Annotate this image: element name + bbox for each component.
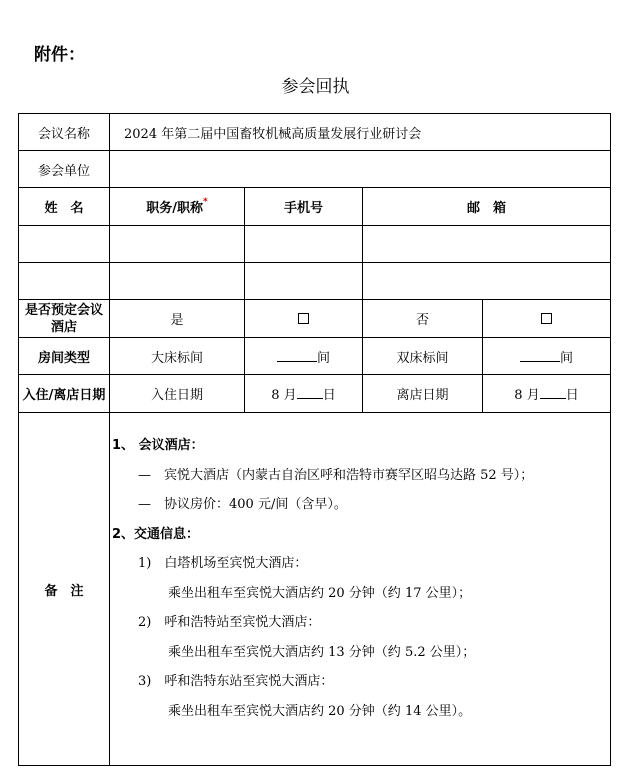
position-input-cell[interactable] bbox=[110, 226, 245, 263]
hotel-price-line: — 协议房价：400 元/间（含早）。 bbox=[138, 497, 347, 512]
room-type-label: 房间类型 bbox=[19, 338, 110, 375]
meeting-name-label: 会议名称 bbox=[19, 114, 110, 151]
month-label: 8 月 bbox=[514, 388, 540, 403]
position-input-cell[interactable] bbox=[110, 263, 245, 300]
check-in-label: 入住日期 bbox=[110, 375, 245, 413]
position-column-header: 职务/职称* bbox=[110, 188, 245, 226]
email-input-cell[interactable] bbox=[363, 263, 611, 300]
hotel-yes-checkbox[interactable] bbox=[298, 313, 309, 324]
remarks-content bbox=[110, 413, 611, 766]
route-2-detail: 乘坐出租车至宾悦大酒店约 13 分钟（约 5.2 公里）； bbox=[168, 644, 476, 660]
hotel-booking-label: 是否预定会议酒店 bbox=[19, 300, 110, 338]
check-in-date-cell[interactable] bbox=[245, 375, 363, 413]
twin-bed-count-cell[interactable] bbox=[483, 338, 611, 375]
hotel-name-line: — 宾悦大酒店（内蒙古自治区呼和浩特市赛罕区昭乌达路 52 号）； bbox=[138, 467, 534, 483]
room-unit-label: 间 bbox=[560, 350, 574, 366]
page-title: 参会回执 bbox=[281, 77, 350, 97]
hotel-no-checkbox[interactable] bbox=[541, 313, 552, 324]
phone-input-cell[interactable] bbox=[245, 226, 363, 263]
dates-label: 入住/离店日期 bbox=[19, 375, 110, 413]
attachment-label: 附件： bbox=[34, 45, 85, 65]
email-input-cell[interactable] bbox=[363, 226, 611, 263]
required-mark: * bbox=[203, 197, 208, 207]
name-column-header: 姓 名 bbox=[19, 188, 110, 226]
name-input-cell[interactable] bbox=[19, 263, 110, 300]
check-out-date-cell[interactable] bbox=[483, 375, 611, 413]
room-unit-label: 间 bbox=[316, 350, 330, 366]
month-label: 8 月 bbox=[271, 388, 297, 403]
email-column-header: 邮 箱 bbox=[363, 188, 611, 226]
day-label: 日 bbox=[565, 388, 579, 403]
twin-bed-label: 双床标间 bbox=[363, 338, 483, 375]
remarks-label: 备 注 bbox=[19, 413, 110, 766]
org-input-cell[interactable] bbox=[110, 151, 611, 188]
big-bed-count-blank[interactable] bbox=[277, 361, 317, 362]
section-transport-title: 2、交通信息： bbox=[112, 526, 200, 542]
route-2-title: 2) 呼和浩特站至宾悦大酒店： bbox=[138, 615, 321, 630]
day-label: 日 bbox=[322, 388, 336, 403]
hotel-no-checkbox-cell[interactable] bbox=[483, 300, 611, 338]
twin-bed-count-blank[interactable] bbox=[520, 361, 560, 362]
check-out-label: 离店日期 bbox=[363, 375, 483, 413]
route-1-title: 1) 白塔机场至宾悦大酒店： bbox=[138, 556, 308, 571]
meeting-name-value: 2024 年第二届中国畜牧机械高质量发展行业研讨会 bbox=[110, 114, 611, 151]
section-hotel-title: 1、 会议酒店： bbox=[112, 438, 204, 453]
registration-form-table bbox=[18, 113, 611, 766]
hotel-yes-label: 是 bbox=[110, 300, 245, 338]
check-in-day-blank[interactable] bbox=[297, 398, 323, 399]
route-3-title: 3) 呼和浩特东站至宾悦大酒店： bbox=[138, 674, 334, 689]
hotel-yes-checkbox-cell[interactable] bbox=[245, 300, 363, 338]
name-input-cell[interactable] bbox=[19, 226, 110, 263]
check-out-day-blank[interactable] bbox=[540, 398, 566, 399]
hotel-no-label: 否 bbox=[363, 300, 483, 338]
org-label: 参会单位 bbox=[19, 151, 110, 188]
route-3-detail: 乘坐出租车至宾悦大酒店约 20 分钟（约 14 公里）。 bbox=[168, 703, 472, 719]
big-bed-count-cell[interactable] bbox=[245, 338, 363, 375]
phone-column-header: 手机号 bbox=[245, 188, 363, 226]
route-1-detail: 乘坐出租车至宾悦大酒店约 20 分钟（约 17 公里）； bbox=[168, 585, 472, 601]
big-bed-label: 大床标间 bbox=[110, 338, 245, 375]
phone-input-cell[interactable] bbox=[245, 263, 363, 300]
